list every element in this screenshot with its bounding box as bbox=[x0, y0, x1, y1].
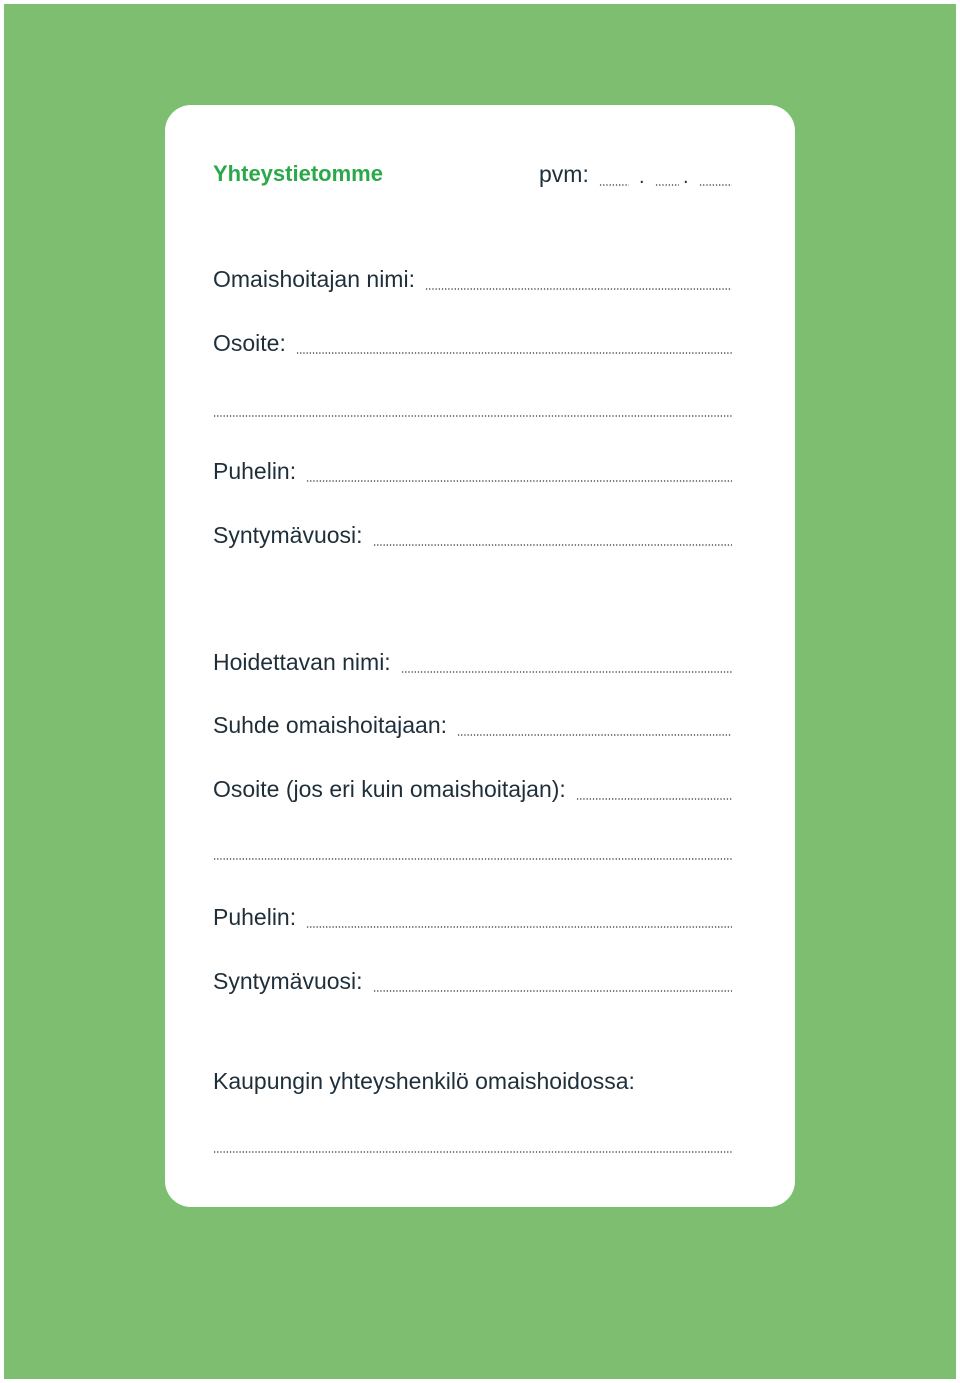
caregiver-birth-year-label: Syntymävuosi: bbox=[213, 522, 363, 548]
form-title: Yhteystietomme bbox=[213, 161, 383, 186]
caregiver-birth-year-row bbox=[213, 519, 732, 549]
caregiver-name-row bbox=[213, 263, 732, 293]
date-day-field[interactable] bbox=[599, 184, 629, 186]
recipient-name-label: Hoidettavan nimi: bbox=[213, 649, 391, 675]
date-separator: . bbox=[639, 166, 645, 188]
recipient-relation-label: Suhde omaishoitajaan: bbox=[213, 712, 447, 738]
recipient-name-row bbox=[213, 646, 732, 676]
recipient-address-line2-row bbox=[213, 833, 732, 863]
recipient-address-line2-field[interactable] bbox=[213, 858, 732, 860]
recipient-phone-row bbox=[213, 901, 732, 931]
caregiver-address-row bbox=[213, 327, 732, 357]
recipient-birth-year-field[interactable] bbox=[373, 990, 732, 992]
caregiver-phone-label: Puhelin: bbox=[213, 458, 297, 484]
caregiver-address-line2-row bbox=[213, 390, 732, 420]
date-label: pvm: bbox=[539, 161, 589, 187]
contact-card bbox=[165, 105, 795, 1207]
city-contact-line-row bbox=[213, 1126, 732, 1156]
recipient-birth-year-label: Syntymävuosi: bbox=[213, 968, 363, 994]
caregiver-phone-row bbox=[213, 455, 732, 485]
recipient-relation-field[interactable] bbox=[457, 734, 732, 736]
recipient-name-field[interactable] bbox=[401, 671, 732, 673]
recipient-relation-row bbox=[213, 709, 732, 739]
recipient-address-label: Osoite (jos eri kuin omaishoitajan): bbox=[213, 776, 566, 802]
recipient-phone-field[interactable] bbox=[306, 926, 732, 928]
city-contact-field[interactable] bbox=[213, 1151, 732, 1153]
city-contact-label: Kaupungin yhteyshenkilö omaishoidossa: bbox=[213, 1068, 635, 1094]
caregiver-address-label: Osoite: bbox=[213, 330, 286, 356]
recipient-phone-label: Puhelin: bbox=[213, 904, 297, 930]
caregiver-birth-year-field[interactable] bbox=[373, 544, 732, 546]
date-month-field[interactable] bbox=[655, 184, 679, 186]
city-contact-row bbox=[213, 1065, 732, 1095]
date-year-field[interactable] bbox=[699, 184, 732, 186]
date-separator: . bbox=[683, 166, 689, 188]
caregiver-name-label: Omaishoitajan nimi: bbox=[213, 266, 415, 292]
caregiver-name-field[interactable] bbox=[425, 288, 732, 290]
caregiver-address-field[interactable] bbox=[296, 352, 732, 354]
recipient-address-row bbox=[213, 773, 732, 803]
caregiver-address-line2-field[interactable] bbox=[213, 415, 732, 417]
recipient-birth-year-row bbox=[213, 965, 732, 995]
recipient-address-field[interactable] bbox=[576, 798, 732, 800]
caregiver-phone-field[interactable] bbox=[306, 480, 732, 482]
